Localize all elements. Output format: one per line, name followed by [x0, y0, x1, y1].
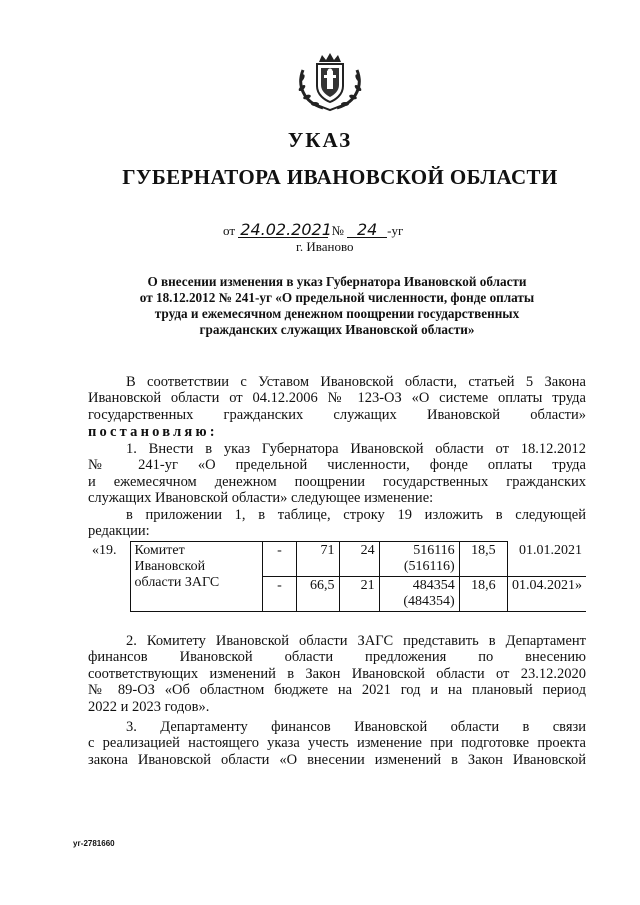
body-line: 2022 и 2023 годов».: [88, 698, 210, 715]
item-1-paragraph: [88, 441, 586, 507]
subject-line: гражданских служащих Ивановской области»: [199, 322, 475, 337]
table-cell: 21: [339, 577, 379, 612]
decree-subject: [98, 274, 576, 338]
body-line: соответствующих изменений в Закон Ивановской области от 23.12.2020: [88, 665, 586, 682]
table-cell: 01.01.2021: [508, 542, 587, 577]
subject-line: труда и ежемесячном денежном поощрении государственных: [154, 306, 520, 321]
subject-line: О внесении изменения в указ Губернатора Ивановской области: [147, 274, 527, 289]
table-cell: 18,6: [459, 577, 507, 612]
document-code: уг-2781660: [73, 839, 115, 848]
table-cell: 66,5: [296, 577, 339, 612]
number-sign: №: [331, 223, 344, 238]
item-1-sub-paragraph: [88, 507, 586, 540]
document-type-title: УКАЗ: [287, 128, 353, 152]
handwritten-date: 24.02.2021: [240, 220, 332, 239]
body-line: В соответствии с Уставом Ивановской области, статьей 5 Закона: [126, 374, 586, 390]
table-cell: -: [262, 577, 296, 612]
body-line: служащих Ивановской области» следующее изменение:: [88, 490, 434, 507]
handwritten-number: 24: [347, 222, 387, 238]
table-cell: 24: [339, 542, 379, 577]
table-cell: 01.04.2021»: [508, 577, 587, 612]
organization-line: области ЗАГС: [134, 575, 220, 590]
table-cell-row-number: «19.: [88, 542, 130, 612]
inserted-table-row-19: [88, 541, 586, 612]
date-number-line: [223, 222, 403, 239]
organization-line: Ивановской: [134, 559, 206, 574]
cell-value-previous: (484354): [403, 594, 455, 609]
body-line: № 241-уг «О предельной численности, фонде оплаты труда: [88, 457, 586, 474]
body-line: редакции:: [88, 523, 150, 540]
body-line: 3. Департаменту финансов Ивановской области в связи: [126, 719, 586, 735]
body-line: финансов Ивановской области предложения по внесению: [88, 649, 586, 666]
subject-line: от 18.12.2012 № 241-уг «О предельной численности, фонде оплаты: [139, 290, 535, 305]
table-cell: 18,5: [459, 542, 507, 577]
cell-value: 516116: [413, 543, 455, 558]
date-from-label: от: [223, 223, 236, 238]
decree-word: постановляю:: [88, 424, 218, 440]
city-name: г. Иваново: [296, 239, 354, 254]
body-line: 2. Комитету Ивановской области ЗАГС представить в Департамент: [126, 633, 586, 649]
decree-word-line: [88, 424, 586, 440]
table-cell: [379, 542, 459, 577]
item-2-paragraph: [88, 633, 586, 715]
preamble-paragraph: [88, 374, 586, 423]
body-line: Ивановской области от 04.12.2006 № 123-ОЗ «О системе оплаты труда: [88, 390, 586, 407]
number-suffix: -уг: [387, 223, 404, 238]
body-line: закона Ивановской области «О внесении изменений в Закон Ивановской: [88, 751, 586, 768]
body-line: с реализацией настоящего указа учесть изменение при подготовке проекта: [88, 735, 586, 752]
cell-value: 484354: [412, 578, 455, 593]
body-line: 1. Внести в указ Губернатора Ивановской области от 18.12.2012: [126, 441, 586, 457]
table-row: [88, 542, 586, 577]
organization-line: Комитет: [134, 543, 185, 558]
body-line: в приложении 1, в таблице, строку 19 изложить в следующей: [126, 507, 586, 523]
table-cell: -: [262, 542, 296, 577]
table-cell-organization: [130, 542, 262, 612]
cell-value-previous: (516116): [403, 559, 455, 574]
table-cell: [379, 577, 459, 612]
table-cell: 71: [296, 542, 339, 577]
issuer-title: ГУБЕРНАТОРА ИВАНОВСКОЙ ОБЛАСТИ: [122, 165, 558, 189]
body-line: и ежемесячном денежном поощрении государственных гражданских: [88, 473, 586, 490]
coat-of-arms-emblem: [295, 50, 365, 112]
body-line: государственных гражданских служащих Ивановской области»: [88, 406, 586, 423]
item-3-paragraph: [88, 719, 586, 768]
body-line: № 89-ОЗ «Об областном бюджете на 2021 год и на плановый период: [88, 682, 586, 699]
